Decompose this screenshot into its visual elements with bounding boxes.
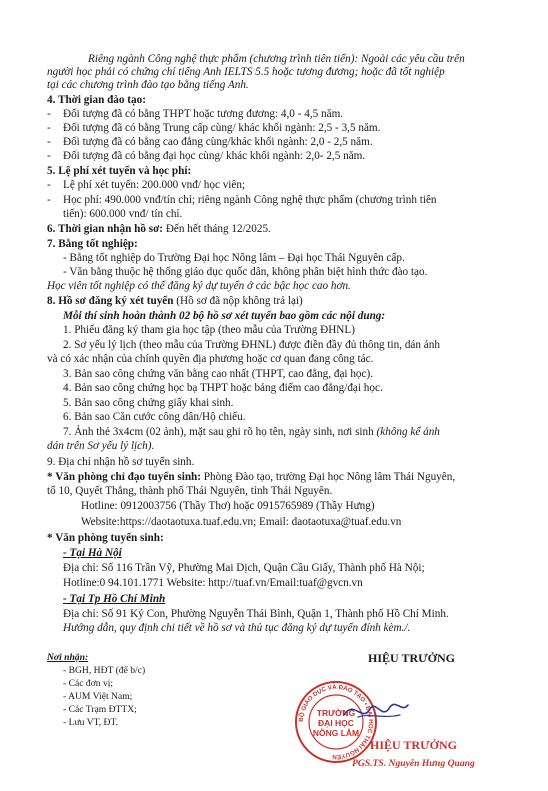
stamp-name: PGS.TS. Nguyễn Hưng Quang	[352, 758, 475, 769]
s8-item-5: 5. Bản sao công chứng giấy khai sinh.	[63, 397, 234, 409]
section-5-title: 5. Lệ phí xét tuyển và học phí:	[47, 165, 192, 177]
intro-line-1: Riêng ngành Công nghệ thực phẩm (chương trình tiên tiến): Ngoài các yêu cầu trên	[88, 53, 465, 65]
s8-item-7-note: (không kể ảnh	[373, 426, 440, 438]
office-main-line-1: Phòng Đào tạo, trường Đại học Nông lâm Thái Nguyên,	[201, 471, 456, 483]
recipient-item: - AUM Việt Nam;	[63, 691, 133, 702]
s4-item-3: Đối tượng đã có bằng cao đẳng cùng/khác khối ngành: 2,0 - 2,5 năm.	[63, 136, 373, 148]
section-8-title: 8. Hồ sơ đăng ký xét tuyển	[47, 295, 174, 307]
seal-inner-line-3: NÔNG LÂM	[312, 728, 360, 738]
office-main-hotline: Hotline: 0912003756 (Thầy Thơ) hoặc 0915765989 (Thầy Hưng)	[81, 500, 375, 512]
office-main	[47, 470, 455, 484]
bullet-dash: -	[47, 136, 51, 148]
intro-line-2: người học phải có chứng chỉ tiếng Anh IELTS 5.5 hoặc tương đương; hoặc đã tốt nghiệp	[47, 66, 445, 78]
s5-item-3: tiến): 600.000 vnđ/ tín chỉ.	[63, 208, 183, 220]
office-main-line-2: tổ 10, Quyết Thắng, thành phố Thái Nguyên, tỉnh Thái Nguyên.	[47, 485, 333, 497]
s5-item-1: Lệ phí xét tuyển: 200.000 vnđ/ học viên;	[63, 179, 246, 191]
seal-inner-line-2: ĐẠI HỌC	[318, 718, 354, 728]
signature-heading: HIỆU TRƯỞNG	[368, 651, 456, 665]
bullet-dash: -	[47, 108, 51, 120]
section-9-title: 9. Địa chỉ nhận hồ sơ tuyển sinh.	[47, 456, 195, 468]
s8-item-1: 1. Phiếu đăng ký tham gia học tập (theo mẫu của Trường ĐHNL)	[63, 324, 355, 336]
intro-line-3: tại các chương trình đào tạo bằng tiếng Anh.	[47, 79, 249, 91]
handwritten-signature	[340, 695, 410, 725]
office-main-label: * Văn phòng chỉ đạo tuyển sinh:	[47, 471, 201, 483]
s8-item-2: 2. Sơ yếu lý lịch (theo mẫu của Trường ĐHNL) được điền đầy đủ thông tin, dán ảnh	[63, 339, 440, 351]
s7-note: Học viên tốt nghiệp có thể đăng ký dự tuyển ở các bậc học cao hơn.	[47, 280, 351, 292]
section-6-title: 6. Thời gian nhận hồ sơ:	[47, 223, 164, 235]
recipient-item: - Các đơn vị;	[63, 678, 114, 689]
hanoi-address: Địa chỉ: Số 116 Trần Vỹ, Phường Mai Dịch, Quận Cầu Giấy, Thành phố Hà Nội;	[63, 562, 425, 574]
s8-item-2-cont: và có xác nhận của chính quyền địa phương hoặc cơ quan đang công tác.	[47, 353, 374, 365]
hcm-title: - Tại Tp Hồ Chí Minh	[63, 593, 166, 605]
bullet-dash: -	[47, 194, 51, 206]
s8-item-7-note-cont: dán trên Sơ yếu lý lịch).	[47, 440, 155, 452]
s8-item-7	[63, 425, 440, 439]
section-6-text: Đến hết tháng 12/2025.	[163, 223, 271, 235]
s4-item-2: Đối tượng đã có bằng Trung cấp cùng/ khác khối ngành: 2,5 - 3,5 năm.	[63, 122, 381, 134]
hanoi-contact: Hotline:0 94.101.1771 Website: http://tuaf.vn/Email:tuaf@gvcn.vn	[63, 577, 363, 589]
s4-item-1: Đối tượng đã có bằng THPT hoặc tương đương: 4,0 - 4,5 năm.	[63, 108, 344, 120]
seal-inner-line-1: TRƯỜNG	[316, 708, 356, 718]
bullet-dash: -	[47, 122, 51, 134]
bullet-dash: -	[47, 150, 51, 162]
office-branch-label: * Văn phòng tuyển sinh:	[47, 532, 164, 544]
s5-item-2: Học phí: 490.000 vnđ/tín chỉ; riêng ngành Công nghệ thực phẩm (chương trình tiên	[63, 194, 437, 206]
s8-subtitle: Mỗi thí sinh hoàn thành 02 bộ hồ sơ xét tuyển bao gồm các nội dung:	[63, 310, 386, 322]
s8-item-4: 4. Bản sao công chứng học bạ THPT hoặc bảng điểm cao đẳng/đại học.	[63, 382, 383, 394]
s7-item-2: - Văn bằng thuộc hệ thống giáo dục quốc dân, không phân biệt hình thức đào tạo.	[63, 266, 428, 278]
s8-item-3: 3. Bản sao công chứng văn bằng cao nhất (THPT, cao đẳng, đại học).	[63, 368, 373, 380]
recipient-item: - Các Trạm ĐTTX;	[63, 704, 137, 715]
section-7-title: 7. Bằng tốt nghiệp:	[47, 238, 138, 250]
section-8-title-note: (Hồ sơ đã nộp không trả lại)	[173, 295, 303, 307]
s4-item-4: Đối tượng đã có bằng đại học cùng/ khác khối ngành: 2,0- 2,5 năm.	[63, 150, 366, 162]
recipient-item: - BGH, HĐT (để b/c)	[63, 665, 146, 676]
hanoi-title: - Tại Hà Nội	[63, 547, 122, 559]
recipients-title: Nơi nhận:	[47, 652, 89, 663]
section-8	[47, 294, 303, 308]
bullet-dash: -	[47, 179, 51, 191]
office-main-website: Website:https://daotaotuxa.tuaf.edu.vn; Email: daotaotuxa@tuaf.edu.vn	[81, 516, 402, 528]
recipient-item: - Lưu VT, ĐT.	[63, 717, 119, 728]
section-4-title: 4. Thời gian đào tạo:	[47, 94, 146, 106]
seal-ring-text: BỘ GIÁO DỤC VÀ ĐÀO TẠO • ĐẠI HỌC THÁI NGUYÊN	[297, 683, 375, 761]
stamp-title: HIỆU TRƯỞNG	[370, 738, 458, 752]
section-6	[47, 222, 271, 236]
s7-item-1: - Bằng tốt nghiệp do Trường Đại học Nông lâm – Đại học Thái Nguyên cấp.	[63, 252, 405, 264]
hcm-address: Địa chỉ: Số 91 Ký Con, Phường Nguyễn Thái Bình, Quận 1, Thành phố Hồ Chí Minh.	[63, 608, 449, 620]
guide-note: Hướng dẫn, quy định chi tiết về hồ sơ và thủ tục đăng ký dự tuyển đính kèm./.	[63, 622, 411, 634]
s8-item-6: 6. Bản sao Căn cước công dân/Hộ chiếu.	[63, 411, 246, 423]
s8-item-7-text: 7. Ảnh thẻ 3x4cm (02 ảnh), mặt sau ghi rõ họ tên, ngày sinh, nơi sinh	[63, 426, 374, 438]
